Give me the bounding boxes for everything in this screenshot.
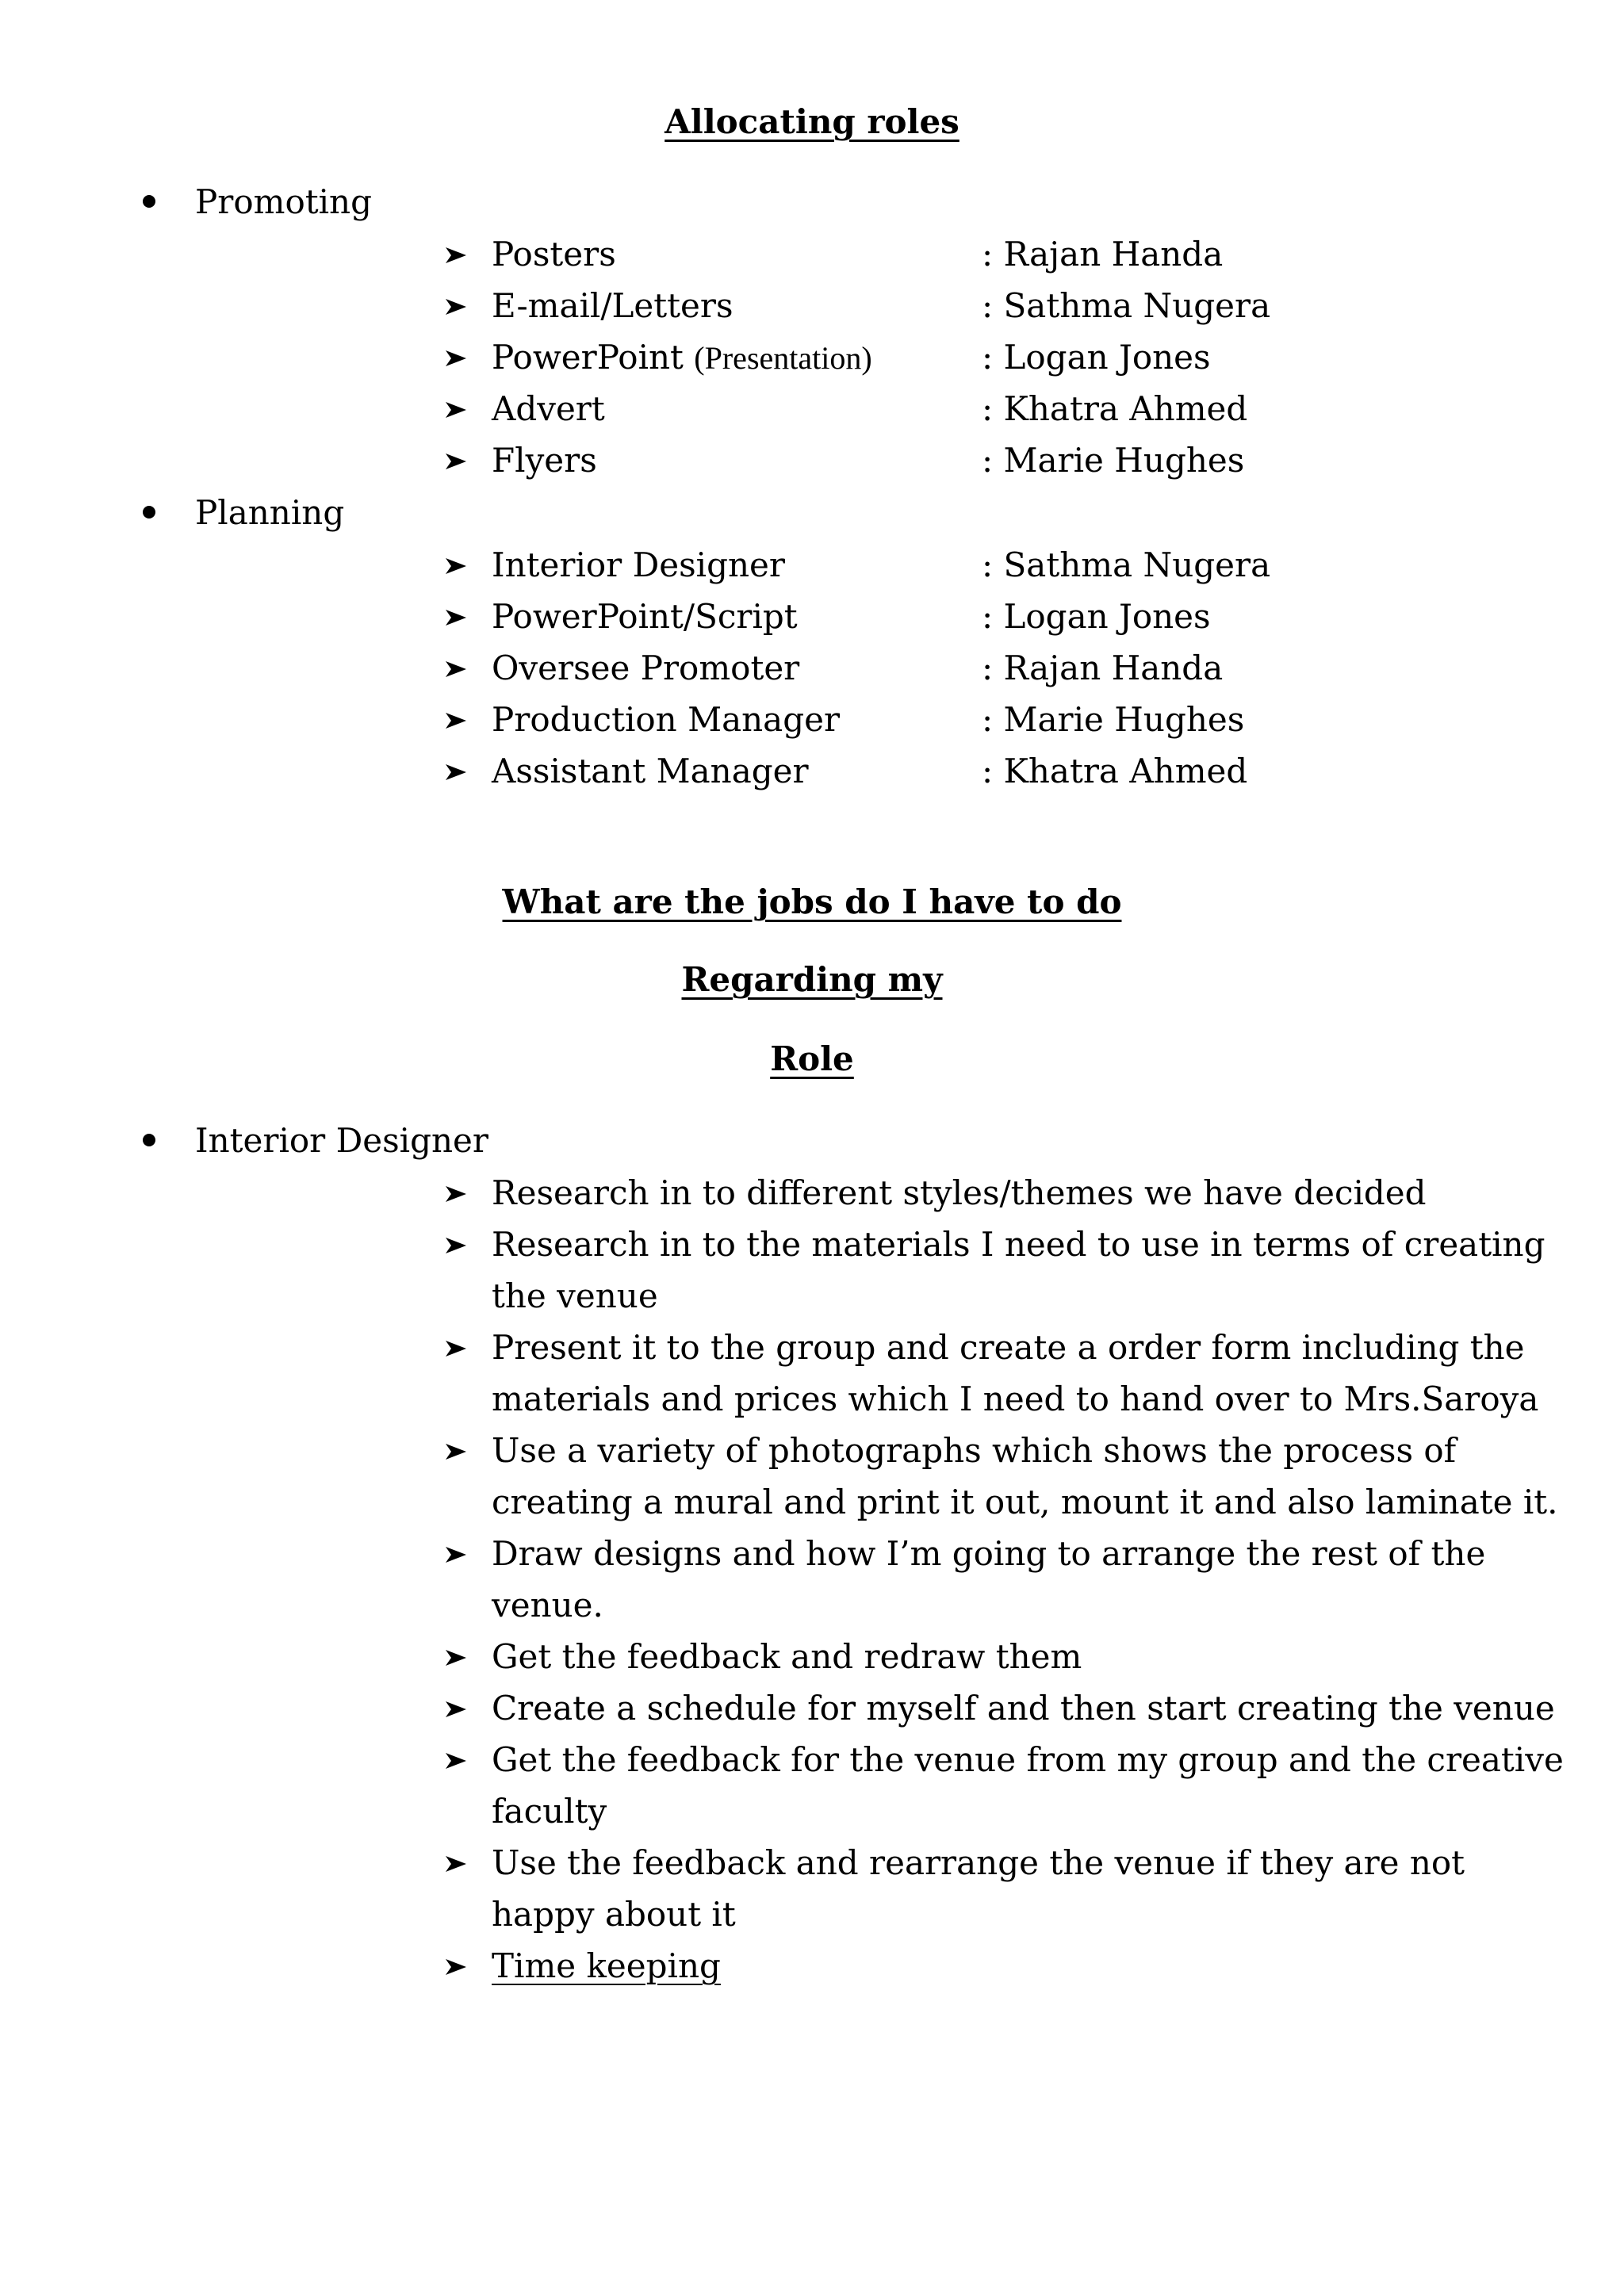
arrow-bullet-icon <box>444 280 468 331</box>
role-assignee: : Marie Hughes <box>982 700 1245 739</box>
task-text: Use the feedback and rearrange the venue if they are not happy about it <box>492 1843 1465 1934</box>
arrow-bullet-icon <box>444 1734 468 1785</box>
role-label: Posters <box>492 235 616 274</box>
arrow-bullet-icon <box>444 1682 468 1734</box>
arrow-bullet-icon <box>444 1528 468 1579</box>
arrow-bullet-icon <box>444 434 468 486</box>
bullet-icon <box>143 195 155 208</box>
jobs-heading-line2: Regarding my <box>681 960 943 999</box>
arrow-bullet-icon <box>444 642 468 694</box>
arrow-bullet-icon <box>444 1219 468 1270</box>
role-assignee: : Sathma Nugera <box>982 545 1271 584</box>
arrow-bullet-icon <box>444 1940 468 1992</box>
section-bullet-planning <box>143 487 344 539</box>
role-assignee: : Khatra Ahmed <box>982 389 1248 428</box>
section-bullet-interior-designer <box>143 1115 488 1167</box>
task-text: Get the feedback and redraw them <box>492 1637 1082 1676</box>
role-assignee: : Khatra Ahmed <box>982 752 1248 790</box>
role-assignee: : Logan Jones <box>982 597 1211 636</box>
role-assignee: : Sathma Nugera <box>982 286 1271 325</box>
arrow-bullet-icon <box>444 745 468 797</box>
role-label: Interior Designer <box>492 545 785 584</box>
arrow-bullet-icon <box>444 591 468 642</box>
role-assignee: : Marie Hughes <box>982 441 1245 480</box>
arrow-bullet-icon <box>444 1425 468 1476</box>
arrow-bullet-icon <box>444 1631 468 1682</box>
bullet-icon <box>143 506 155 519</box>
task-text: Research in to different styles/themes we have decided <box>492 1173 1427 1212</box>
bullet-icon <box>143 1134 155 1146</box>
task-text: Get the feedback for the venue from my group and the creative faculty <box>492 1740 1564 1831</box>
role-label: Advert <box>492 389 605 428</box>
task-text: Draw designs and how I’m going to arrange the rest of the venue. <box>492 1534 1486 1624</box>
role-label: Oversee Promoter <box>492 649 800 687</box>
role-label: PowerPoint/Script <box>492 597 798 636</box>
section-label: Promoting <box>195 182 372 221</box>
section-label: Interior Designer <box>195 1121 488 1160</box>
arrow-bullet-icon <box>444 1837 468 1888</box>
section-label: Planning <box>195 493 345 532</box>
role-label: Production Manager <box>492 700 841 739</box>
task-text: Research in to the materials I need to use in terms of creating the venue <box>492 1225 1545 1315</box>
task-text: Create a schedule for myself and then start creating the venue <box>492 1689 1555 1728</box>
jobs-heading-line1: What are the jobs do I have to do <box>502 882 1122 921</box>
arrow-bullet-icon <box>444 539 468 591</box>
role-assignee: : Rajan Handa <box>982 649 1224 687</box>
page-title: Allocating roles <box>665 102 959 141</box>
arrow-bullet-icon <box>444 1167 468 1219</box>
arrow-bullet-icon <box>444 383 468 434</box>
arrow-bullet-icon <box>444 331 468 383</box>
arrow-bullet-icon <box>444 694 468 745</box>
role-label <box>492 331 872 384</box>
role-label-note: (Presentation) <box>694 340 872 376</box>
jobs-heading-line3: Role <box>770 1039 854 1078</box>
role-label: E-mail/Letters <box>492 286 733 325</box>
task-text: Use a variety of photographs which shows the process of creating a mural and print it out, mount it and also laminate it. <box>492 1431 1558 1521</box>
section-bullet-promoting <box>143 176 372 228</box>
task-text: Present it to the group and create a order form including the materials and prices which I need to hand over to Mrs.Saroya <box>492 1328 1539 1418</box>
role-label-main: PowerPoint <box>492 338 684 377</box>
arrow-bullet-icon <box>444 228 468 280</box>
role-label: Assistant Manager <box>492 752 809 790</box>
task-text: Time keeping <box>492 1946 721 1985</box>
arrow-bullet-icon <box>444 1322 468 1373</box>
role-assignee: : Rajan Handa <box>982 235 1224 274</box>
role-assignee: : Logan Jones <box>982 338 1211 377</box>
role-label: Flyers <box>492 441 597 480</box>
